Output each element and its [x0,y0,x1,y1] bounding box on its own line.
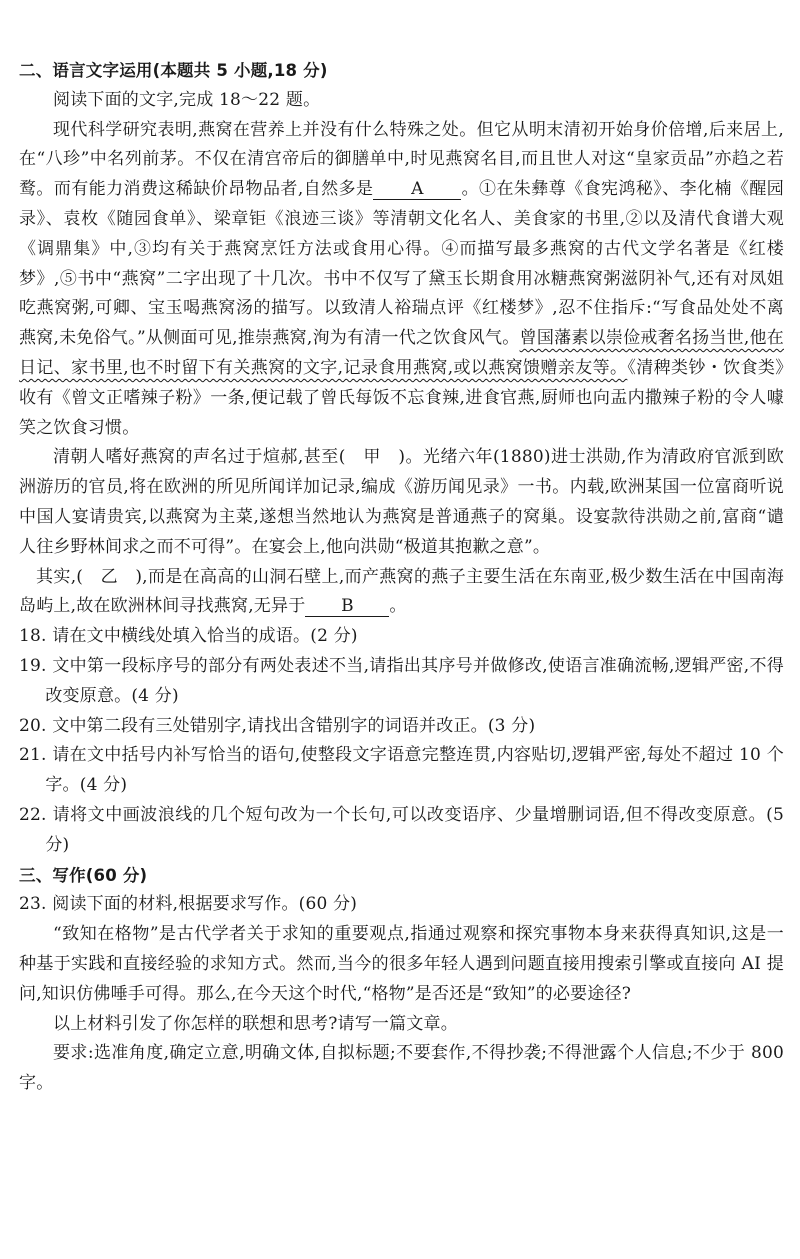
wavy-underlined-sentences: 曾国藩素以崇俭戒奢名扬当世,他在日记、家书里,也不时留下有关燕窝的文字,记录食用燕窝,或以燕窝馈赠亲友等。 [19,328,784,378]
question-23: 23. 阅读下面的材料,根据要求写作。(60 分) [19,894,358,915]
reading-instruction: 阅读下面的文字,完成 18～22 题。 [53,89,321,110]
section-2-title: 二、语言文字运用(本题共 5 小题,18 分) [19,61,328,80]
passage-paragraph-2: 清朝人嗜好燕窝的声名过于煊郝,甚至( 甲 )。光绪六年(1880)进士洪勋,作为清政府官派到欧洲游历的官员,将在欧洲的所见所闻详加记录,编成《游历闻见录》一书。内载,欧洲某国一位富商听说中国人宴请贵宾,以燕窝为主菜,遂想当然地认为燕窝是普通燕子的窝巢。设宴款待洪勋之前,富商“谴人往乡野林间求之而不可得”。在宴会上,他向洪勋“极道其抱歉之意”。 [19,447,784,557]
blank-a: A [373,179,461,200]
question-19: 19. 文中第一段标序号的部分有两处表述不当,请指出其序号并做修改,使语言准确流畅,逻辑严密,不得改变原意。(4 分) [19,655,784,706]
question-20: 20. 文中第二段有三处错别字,请找出含错别字的词语并改正。(3 分) [19,715,536,736]
section-3-title: 三、写作(60 分) [19,865,148,885]
passage-paragraph-1: 现代科学研究表明,燕窝在营养上并没有什么特殊之处。但它从明末清初开始身价倍增,后来居上,在“八珍”中名列前茅。不仅在清宫帝后的御膳单中,时见燕窝名目,而且世人对这“皇家贡品”亦趋之若鹜。而有能力消费这稀缺价昂物品者,自然多是 A 。①在朱彝尊《食宪鸿秘》、李化楠《醒园录》、袁枚《随园食单》、梁章钜《浪迹三谈》等清朝文化名人、美食家的书里,②以及清代食谱大观《调鼎集》中,③均有关于燕窝烹饪方法或食用心得。④而描写最多燕窝的古代文学名著是《红楼梦》,⑤书中“燕窝”二字出现了十几次。书中不仅写了黛玉长期食用冰糖燕窝粥滋阴补气,还有对凤姐吃燕窝粥,可卿、宝玉喝燕窝汤的描写。以致清人裕瑞点评《红楼梦》,忍不住指斥:“写食品处处不离燕窝,未免俗气。”从侧面可见,推崇燕窝,洵为有清一代之饮食风气。曾国藩素以崇俭戒奢名扬当世,他在日记、家书里,也不时留下有关燕窝的文字,记录食用燕窝,或以燕窝馈赠亲友等。《清稗类钞・饮食类》收有《曾文正嗜辣子粉》一条,便记载了曾氏每饭不忘食辣,进食官燕,厨师也向盂内撒辣子粉的令人噱笑之饮食习惯。 [19,119,784,438]
blank-b: B [305,596,389,617]
writing-material: “致知在格物”是古代学者关于求知的重要观点,指通过观察和探究事物本身来获得真知识,这是一种基于实践和直接经验的求知方式。然而,当今的很多年轻人遇到问题直接用搜索引擎或直接向 AI 提问,知识仿佛唾手可得。那么,在今天这个时代,“格物”是否还是“致知”的必要途径? [19,924,784,1004]
writing-prompt: 以上材料引发了你怎样的联想和思考?请写一篇文章。 [53,1013,458,1034]
passage-paragraph-3: 其实,( 乙 ),而是在高高的山洞石壁上,而产燕窝的燕子主要生活在东南亚,极少数生活在中国南海岛屿上,故在欧洲林间寻找燕窝,无异于 B 。 [19,566,784,617]
question-18: 18. 请在文中横线处填入恰当的成语。(2 分) [19,626,358,647]
question-22: 22. 请将文中画波浪线的几个短句改为一个长句,可以改变语序、少量增删词语,但不得改变原意。(5 分) [19,804,784,855]
question-21: 21. 请在文中括号内补写恰当的语句,使整段文字语意完整连贯,内容贴切,逻辑严密,每处不超过 10 个字。(4 分) [19,745,784,796]
writing-requirements: 要求:选准角度,确定立意,明确文体,自拟标题;不要套作,不得抄袭;不得泄露个人信息;不少于 800 字。 [19,1043,784,1094]
